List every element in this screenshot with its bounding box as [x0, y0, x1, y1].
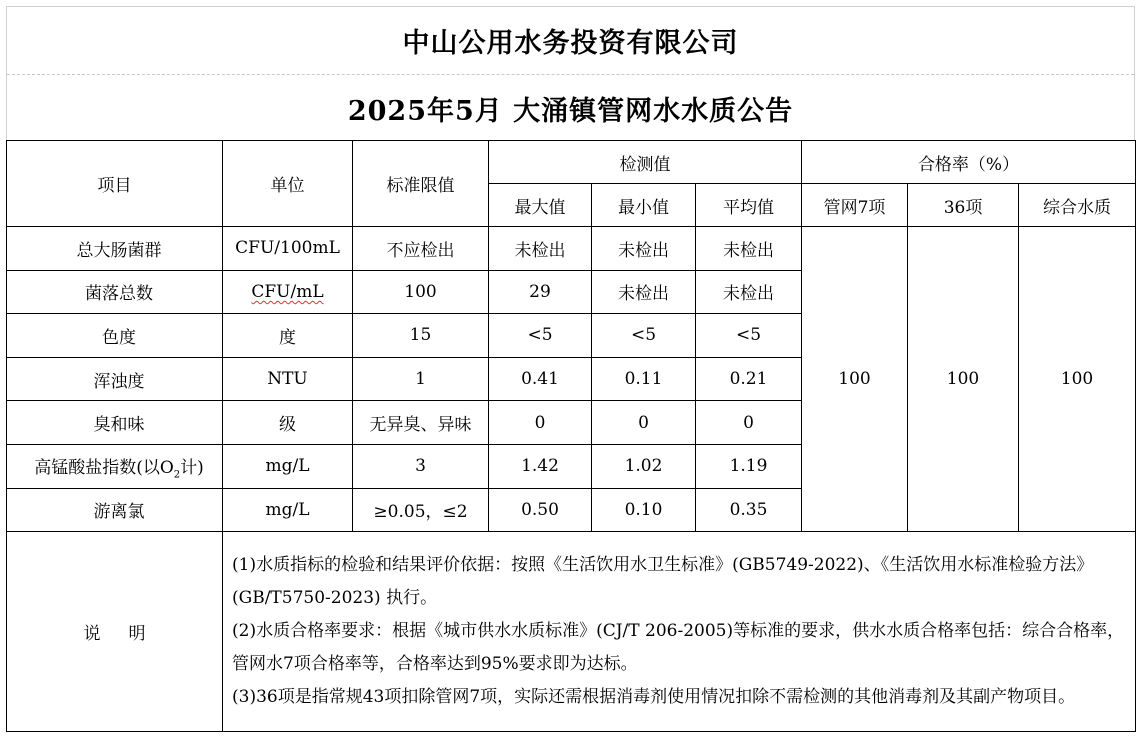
- row-max: 0.41: [489, 357, 592, 401]
- row-limit: 100: [353, 270, 489, 314]
- row-unit: NTU: [223, 357, 353, 401]
- header-network7: 管网7项: [802, 184, 908, 227]
- notice-title: 2025年5月 大涌镇管网水水质公告: [7, 74, 1134, 142]
- note-item: (2)水质合格率要求：根据《城市供水水质标准》(CJ/T 206-2005)等标准的要求，供水水质合格率包括：综合合格率，管网水7项合格率等，合格率达到95%要求即为达标。: [232, 621, 1125, 675]
- row-avg: 0.35: [696, 488, 802, 532]
- row-max: 0.50: [489, 488, 592, 532]
- row-item-subscript: 2: [173, 468, 181, 480]
- row-item: 浑浊度: [7, 357, 223, 401]
- pass-rate-items36: 100: [908, 227, 1019, 532]
- row-max: 29: [489, 270, 592, 314]
- header-max: 最大值: [489, 184, 592, 227]
- row-limit: 3: [353, 444, 489, 488]
- row-min: 未检出: [592, 227, 696, 271]
- row-unit: 级: [223, 401, 353, 445]
- row-item: 游离氯: [7, 488, 223, 532]
- row-min: 0.10: [592, 488, 696, 532]
- row-avg: 未检出: [696, 270, 802, 314]
- row-unit-text: CFU/mL: [251, 281, 324, 302]
- row-min: 1.02: [592, 444, 696, 488]
- row-avg: 1.19: [696, 444, 802, 488]
- row-item-suffix: 计): [180, 457, 204, 478]
- row-max: 未检出: [489, 227, 592, 271]
- row-min: <5: [592, 314, 696, 358]
- row-item-prefix: 高锰酸盐指数(以O: [34, 457, 174, 478]
- header-items36: 36项: [908, 184, 1019, 227]
- table-row: [7, 227, 1136, 271]
- header-pass-rate: 合格率（%）: [802, 141, 1136, 184]
- row-avg: <5: [696, 314, 802, 358]
- header-avg: 平均值: [696, 184, 802, 227]
- header-limit: 标准限值: [353, 141, 489, 227]
- row-max: 1.42: [489, 444, 592, 488]
- row-limit: ≥0.05，≤2: [353, 488, 489, 532]
- row-avg: 0: [696, 401, 802, 445]
- row-unit: [223, 270, 353, 314]
- header-overall: 综合水质: [1019, 184, 1136, 227]
- header-unit: 单位: [223, 141, 353, 227]
- row-limit: 15: [353, 314, 489, 358]
- row-unit: mg/L: [223, 444, 353, 488]
- row-unit: mg/L: [223, 488, 353, 532]
- row-unit: 度: [223, 314, 353, 358]
- notes-content: [223, 532, 1136, 732]
- row-limit: 1: [353, 357, 489, 401]
- header-item: 项目: [7, 141, 223, 227]
- row-min: 0.11: [592, 357, 696, 401]
- row-limit: 无异臭、异味: [353, 401, 489, 445]
- report-title-block: [6, 6, 1135, 140]
- row-limit: 不应检出: [353, 227, 489, 271]
- row-avg: 0.21: [696, 357, 802, 401]
- row-item: 色度: [7, 314, 223, 358]
- row-item: 总大肠菌群: [7, 227, 223, 271]
- row-max: 0: [489, 401, 592, 445]
- header-min: 最小值: [592, 184, 696, 227]
- pass-rate-overall: 100: [1019, 227, 1136, 532]
- row-avg: 未检出: [696, 227, 802, 271]
- row-max: <5: [489, 314, 592, 358]
- row-min: 未检出: [592, 270, 696, 314]
- row-unit: CFU/100mL: [223, 227, 353, 271]
- header-row-1: [7, 141, 1136, 184]
- row-item: 菌落总数: [7, 270, 223, 314]
- company-name: 中山公用水务投资有限公司: [402, 28, 739, 59]
- row-min: 0: [592, 401, 696, 445]
- row-item: 臭和味: [7, 401, 223, 445]
- note-item: (3)36项是指常规43项扣除管网7项，实际还需根据消毒剂使用情况扣除不需检测的其他消毒剂及其副产物项目。: [232, 687, 1076, 708]
- note-item: (1)水质指标的检验和结果评价依据：按照《生活饮用水卫生标准》(GB5749-2022)、《生活饮用水标准检验方法》 (GB/T5750-2023) 执行。: [232, 555, 1094, 609]
- notes-label: 说明: [7, 532, 223, 732]
- header-measured: 检测值: [489, 141, 802, 184]
- water-quality-table: [6, 140, 1136, 732]
- notes-row: [7, 532, 1136, 732]
- pass-rate-network7: 100: [802, 227, 908, 532]
- row-item: [7, 444, 223, 488]
